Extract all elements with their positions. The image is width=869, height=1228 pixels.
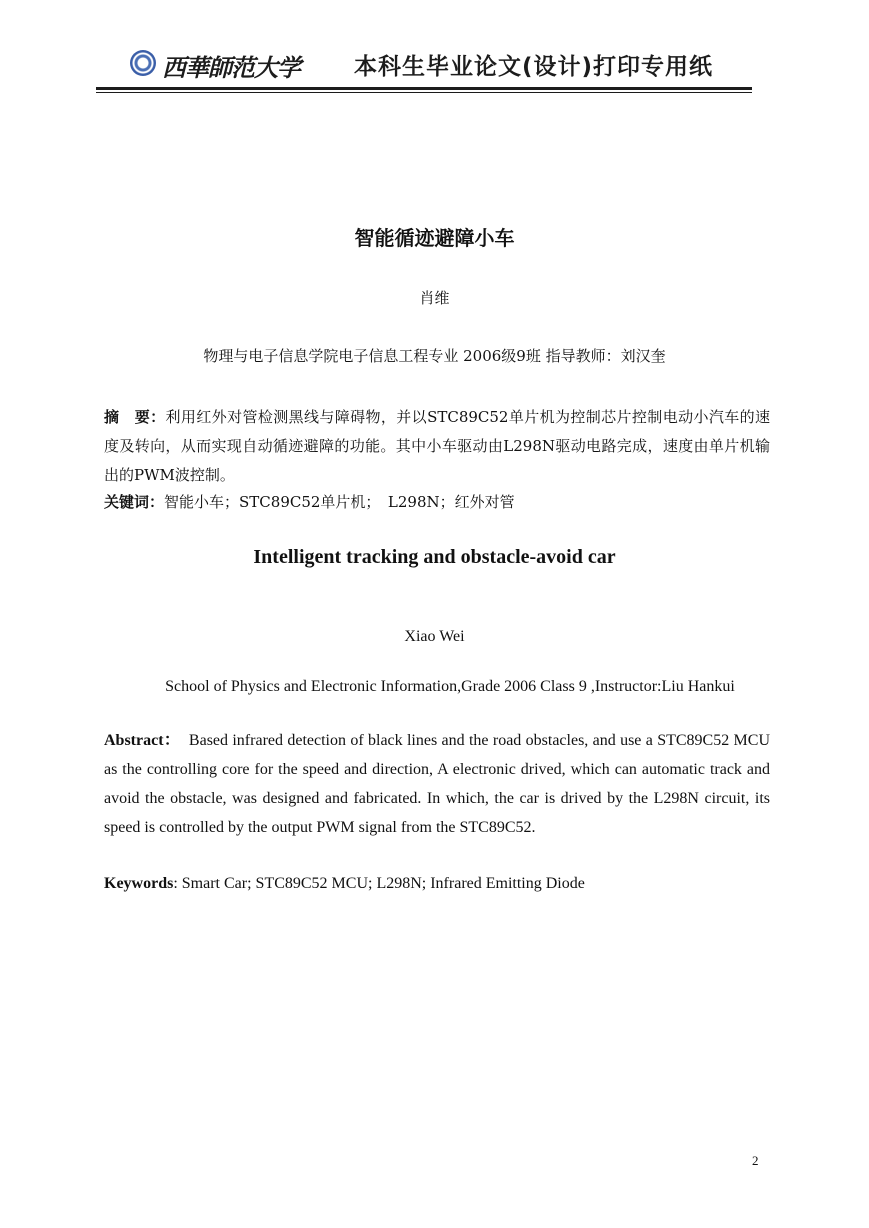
keywords-label-cn: 关键词： xyxy=(104,493,165,511)
keywords-cn xyxy=(104,490,770,514)
keywords-label-en: Keywords xyxy=(104,875,174,892)
abstract-label-cn: 摘 要： xyxy=(104,408,166,426)
abstract-text-cn: 利用红外对管检测黑线与障碍物，并以STC89C52单片机为控制芯片控制电动小汽车的速度及转向，从而实现自动循迹避障的功能。其中小车驱动由L298N驱动电路完成，速度由单片机输出的PWM波控制。 xyxy=(104,408,770,484)
university-seal-icon xyxy=(130,50,156,76)
keywords-text-en: : Smart Car; STC89C52 MCU; L298N; Infrared Emitting Diode xyxy=(173,875,585,892)
abstract-label-en: Abstract： xyxy=(104,732,181,749)
page-header xyxy=(96,40,752,96)
affiliation-en: School of Physics and Electronic Information,Grade 2006 Class 9 ,Instructor:Liu Hankui xyxy=(165,678,735,695)
affiliation-cn: 物理与电子信息学院电子信息工程专业 2006级9班 指导教师：刘汉奎 xyxy=(203,347,666,365)
author-cn: 肖维 xyxy=(419,289,450,307)
university-logo-text: 西華師范大学 xyxy=(162,53,300,82)
header-rule-thin xyxy=(96,92,752,93)
paper-title-cn: 智能循迹避障小车 xyxy=(354,226,515,250)
paper-title-en: Intelligent tracking and obstacle-avoid car xyxy=(253,546,616,568)
abstract-text-en: Based infrared detection of black lines and the road obstacles, and use a STC89C52 MCU as the controlling core for the speed and direction, A electronic drived, which can automatic track and avoid the obstacle, was designed and fabricated. In which, the car is drived by the L298N circuit, its speed is controlled by the output PWM signal from the STC89C52. xyxy=(104,732,771,836)
header-title: 本科生毕业论文(设计)打印专用纸 xyxy=(354,54,714,80)
author-en: Xiao Wei xyxy=(404,628,465,645)
keywords-en xyxy=(104,872,770,896)
abstract-cn xyxy=(104,403,770,490)
page-number: 2 xyxy=(752,1153,759,1168)
abstract-en xyxy=(104,726,770,842)
header-rule-thick xyxy=(96,87,752,90)
keywords-text-cn: 智能小车；STC89C52单片机； L298N；红外对管 xyxy=(164,493,515,511)
